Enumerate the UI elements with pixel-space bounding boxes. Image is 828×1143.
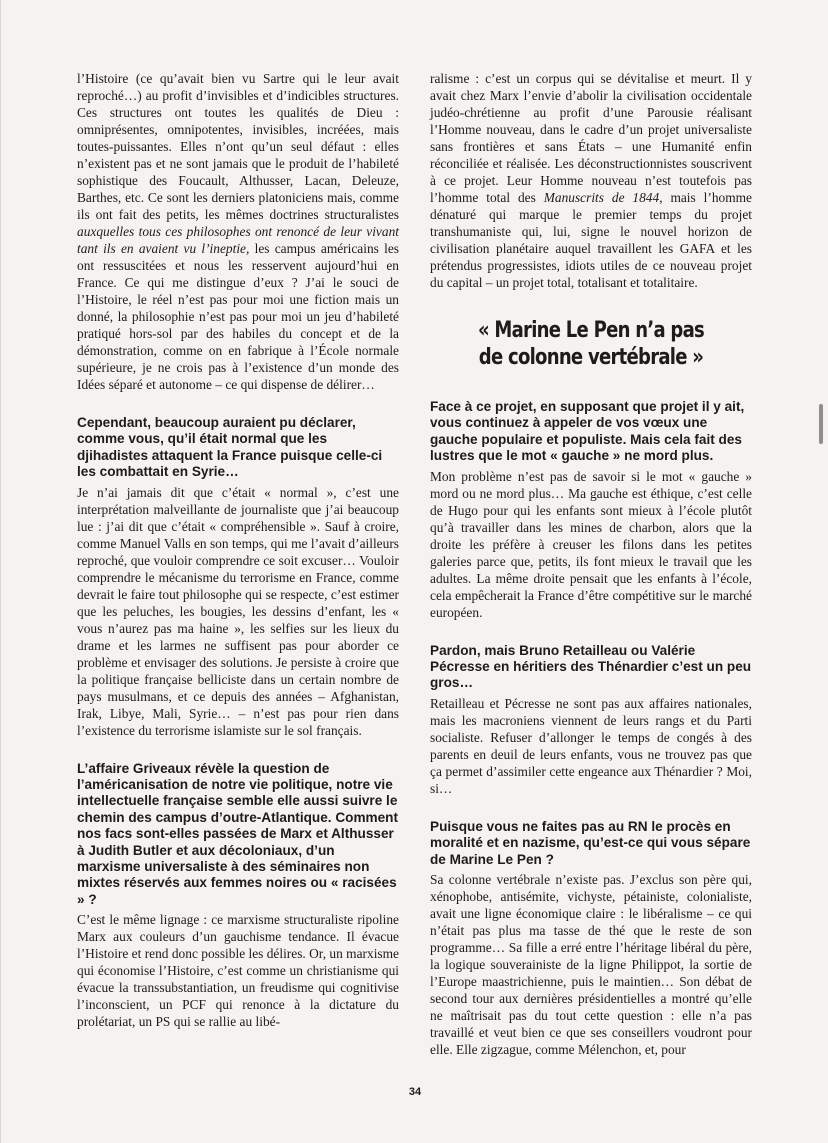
pull-quote — [459, 317, 723, 371]
left-column — [77, 70, 399, 1030]
interview-question: L’affaire Griveaux révèle la question de l’américanisation de notre vie politique, notre vie intellectuelle française semble elle aussi suivre le chemin des campus d’outre-Atlantique. Comment nos facs sont-elles passées de Marx et Althusser à Judith Butler et aux décoloniaux, d’un marxisme universaliste à des séminaires non mixtes réservés aux femmes noires ou « racisées » ? — [77, 760, 399, 907]
interview-answer: Retailleau et Pécresse ne sont pas aux affaires nationales, mais les macroniens viennent de leurs rangs et du Parti socialiste. Refuser d’allonger le temps de congés à des parents en deuil de leurs enfants, vous ne trouvez pas que ça permet d’assimiler cette engeance aux Thénardier ? Moi, si… — [430, 695, 752, 796]
book-title: Manuscrits de 1844 — [543, 190, 660, 205]
italic-passage: auxquelles tous ces philosophes ont renoncé de leur vivant tant ils en avaient vu l’ineptie, — [77, 224, 399, 256]
body-paragraph: ralisme : c’est un corpus qui se dévitalise et meurt. Il y avait chez Marx l’envie d’abolir la civilisation occidentale judéo-chrétienne au profit d’une Parousie réalisant l’Homme nouveau, dans le cadre d’un projet universaliste sans frontières et sans États – une Humanité enfin réconciliée et réalisée. Les déconstructionnistes souscrivent à ce projet. Leur Homme nouveau n’est toutefois pas l’homme total des Manuscrits de 1844, mais l’homme dénaturé qui marque le premier temps du projet transhumaniste qui, lui, signe le nouvel horizon de civilisation planétaire auquel travaillent les GAFA et les prétendus progressistes, idiots utiles de ce nouveau projet du capital – un projet total, totalisant et totalitaire. — [430, 71, 752, 290]
interview-answer: Je n’ai jamais dit que c’était « normal », c’est une interprétation malveillante de journaliste que j’ai beaucoup lue : j’ai dit que c’était « compréhensible ». Sauf à croire, comme Manuel Valls en son temps, qui me l’avait d’ailleurs reproché, que vouloir comprendre ce soit excuser… Vouloir comprendre le mécanisme du terrorisme en France, comme devrait le faire tout philosophe qui se respecte, c’est estimer que les peluches, les bougies, les dessins d’enfant, les « vous n’aurez pas ma haine », les selfies sur les lieux du drame et les larmes ne suffisent pas pour aborder ce problème et envisager des solutions. Je persiste à croire que la politique française belliciste dans un certain nombre de pays musulmans, et ce depuis des années – Afghanistan, Irak, Libye, Mali, Syrie… – n’est pas pour rien dans l’existence du terrorisme islamiste sur le sol français. — [77, 484, 399, 738]
interview-question: Cependant, beaucoup auraient pu déclarer, comme vous, qu’il était normal que les djihadistes attaquent la France puisque celle-ci les combattait en Syrie… — [77, 415, 383, 480]
interview-question: Face à ce projet, en supposant que projet il y ait, vous continuez à appeler de vos vœux une gauche populaire et populiste. Mais cela fait des lustres que le mot « gauche » ne mord plus. — [430, 399, 745, 464]
body-paragraph: l’Histoire (ce qu’avait bien vu Sartre qui le leur avait reproché…) au profit d’invisibles et d’indicibles structures. Ces structures ont toutes les qualités de Dieu : omniprésentes, omnipotentes, invisibles, incréées, mais toutes-puissantes. Elles n’ont qu’un seul défaut : elles n’existent pas et ne sont jamais que le produit de l’habileté sophistique des Foucault, Althusser, Lacan, Deleuze, Barthes, etc. Ce sont les derniers platoniciens mais, comme ils ont fait des petits, les mêmes doctrines structuralistes auxquelles tous ces philosophes ont renoncé de leur vivant tant ils en avaient vu l’ineptie, les campus américains les ont ressuscitées et nous les resservent aujourd’hui en France. Ce qui me distingue d’eux ? J’ai le souci de l’Histoire, le réel n’est pas pour moi une fiction mais un donné, la philosophie n’est pas pour moi un jeu d’habileté pratiqué hors-sol par des habiles du concept et de la démonstration, comme on en fabrique à l’École normale supérieure, je ne crois pas à l’existence d’un monde des Idées séparé et autonome – ce qui dispense de délirer… — [77, 71, 399, 392]
interview-answer: Mon problème n’est pas de savoir si le mot « gauche » mord ou ne mord plus… Ma gauche est éthique, c’est celle de Hugo pour qui les enfants sont mieux à l’école plutôt qu’à travailler dans les mines de charbon, alors que la droite les préfère à creuser les filons dans les petites galeries parce que, petits, ils font mieux le travail que les adultes. La même droite pensait que les enfants à l’école, cela empêcherait la France d’être compétitive sur le marché européen. — [430, 468, 752, 620]
right-column — [430, 70, 752, 1058]
scrollbar-thumb[interactable] — [819, 404, 823, 444]
interview-answer: Sa colonne vertébrale n’existe pas. J’exclus son père qui, xénophobe, antisémite, vichyste, pétainiste, colonialiste, avait une ligne économique claire : le libéralisme – ce qui n’était pas plus ma tasse de thé que le reste de son programme… Sa fille a erré entre l’héritage libéral du père, la logique souverainiste de la ligne Philippot, la sortie de l’Europe maastrichienne, puis le maintien… Son débat de second tour aux dernières présidentielles a montré qu’elle ne maîtrisait pas du tout cette question : elle n’a pas travaillé et veut bien ce que ses conseillers voudront pour elle. Elle zigzague, comme Mélenchon, et, pour — [430, 872, 752, 1058]
pull-quote-line: de colonne vertébrale » — [478, 345, 704, 370]
interview-answer: C’est le même lignage : ce marxisme structuraliste ripoline Marx aux couleurs d’un gauchisme tendance. Il évacue l’Histoire et rend donc possible les délires. Or, un marxisme qui économise l’Histoire, c’est comme un christianisme qui évacue la transsubstantiation, un freudisme qui cognitivise l’inconscient, un PCF qui renonce à la dictature du prolétariat, un PS qui se rallie au libé- — [77, 912, 399, 1030]
interview-question: Puisque vous ne faites pas au RN le procès en moralité et en nazisme, qu’est-ce qui vous sépare de Marine Le Pen ? — [430, 818, 751, 867]
pull-quote-line: « Marine Le Pen n’a pas — [477, 318, 705, 343]
interview-question: Pardon, mais Bruno Retailleau ou Valérie Pécresse en héritiers des Thénardier c’est un peu gros… — [430, 642, 752, 691]
page-number: 34 — [408, 1086, 422, 1098]
